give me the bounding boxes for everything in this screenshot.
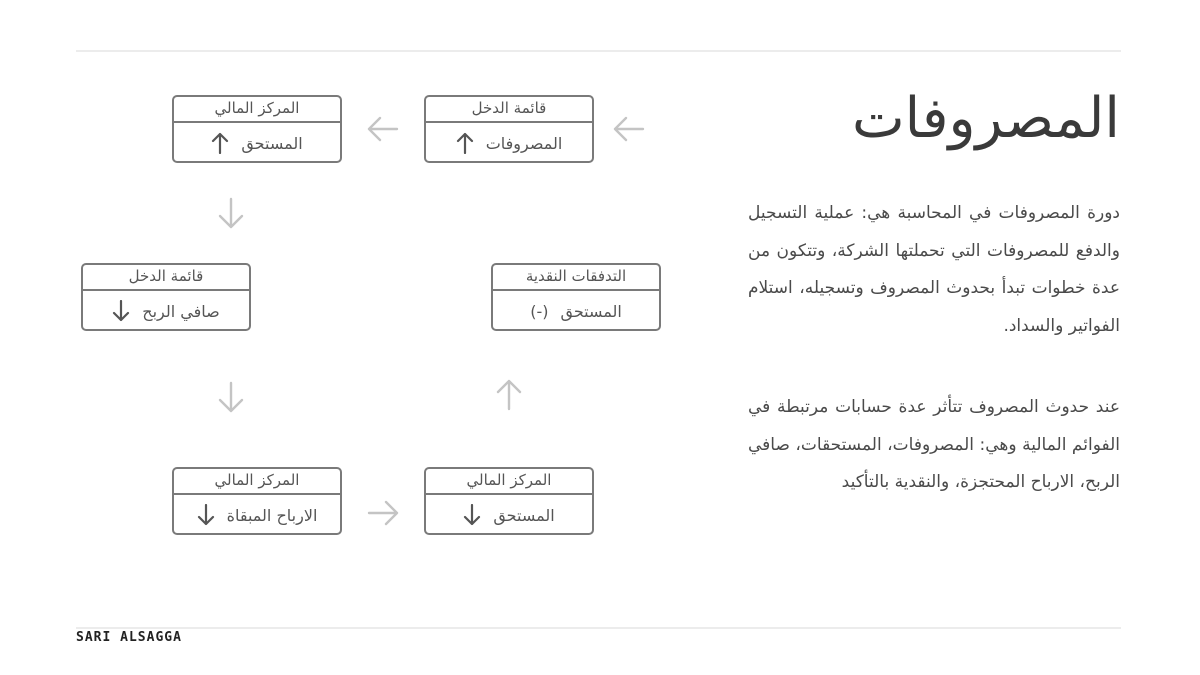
- box-header: المركز المالي: [426, 469, 592, 495]
- box-income-net-profit: [81, 263, 251, 331]
- accounts-paragraph: عند حدوث المصروف تتأثر عدة حسابات مرتبطة في الفوائم المالية وهي: المصروفات، المستحقات، صافي الربح، الارباح المحتجزة، والنقدية بالتأكيد: [748, 397, 1120, 492]
- slide-title: المصروفات: [851, 86, 1120, 151]
- arrow-down-icon: [197, 504, 215, 526]
- box-header: التدفقات النقدية: [493, 265, 659, 291]
- arrow-down-icon: [112, 300, 130, 322]
- top-divider: [76, 50, 1121, 52]
- negative-symbol: (-): [530, 301, 549, 321]
- connector-arrow-left-icon: [612, 115, 646, 143]
- footer-author: SARI ALSAGGA: [76, 630, 182, 645]
- box-header: قائمة الدخل: [426, 97, 592, 123]
- bottom-divider: [76, 627, 1121, 629]
- connector-arrow-up-icon: [495, 378, 523, 412]
- box-item: المستحق: [493, 505, 555, 525]
- box-item: الارباح المبقاة: [226, 505, 318, 525]
- connector-arrow-down-icon: [217, 380, 245, 414]
- box-balance-accrued-up: [172, 95, 342, 163]
- box-item: صافي الربح: [142, 301, 220, 321]
- box-balance-accrued-down: [424, 467, 594, 535]
- connector-arrow-left-icon: [366, 115, 400, 143]
- arrow-up-icon: [211, 132, 229, 154]
- box-income-expenses: [424, 95, 594, 163]
- box-header: المركز المالي: [174, 469, 340, 495]
- connector-arrow-down-icon: [217, 196, 245, 230]
- arrow-down-icon: [463, 504, 481, 526]
- arrow-up-icon: [456, 132, 474, 154]
- intro-paragraph: دورة المصروفات في المحاسبة هي: عملية التسجيل والدفع للمصروفات التي تحملتها الشركة، وتتكون من عدة خطوات تبدأ بحدوث المصروف وتسجيله، استلام الفواتير والسداد.: [748, 203, 1120, 336]
- box-balance-retained: [172, 467, 342, 535]
- box-header: قائمة الدخل: [83, 265, 249, 291]
- box-item: المستحق: [560, 301, 622, 321]
- connector-arrow-right-icon: [366, 499, 400, 527]
- box-cash-flows: [491, 263, 661, 331]
- box-header: المركز المالي: [174, 97, 340, 123]
- box-item: المصروفات: [485, 133, 563, 153]
- box-item: المستحق: [241, 133, 303, 153]
